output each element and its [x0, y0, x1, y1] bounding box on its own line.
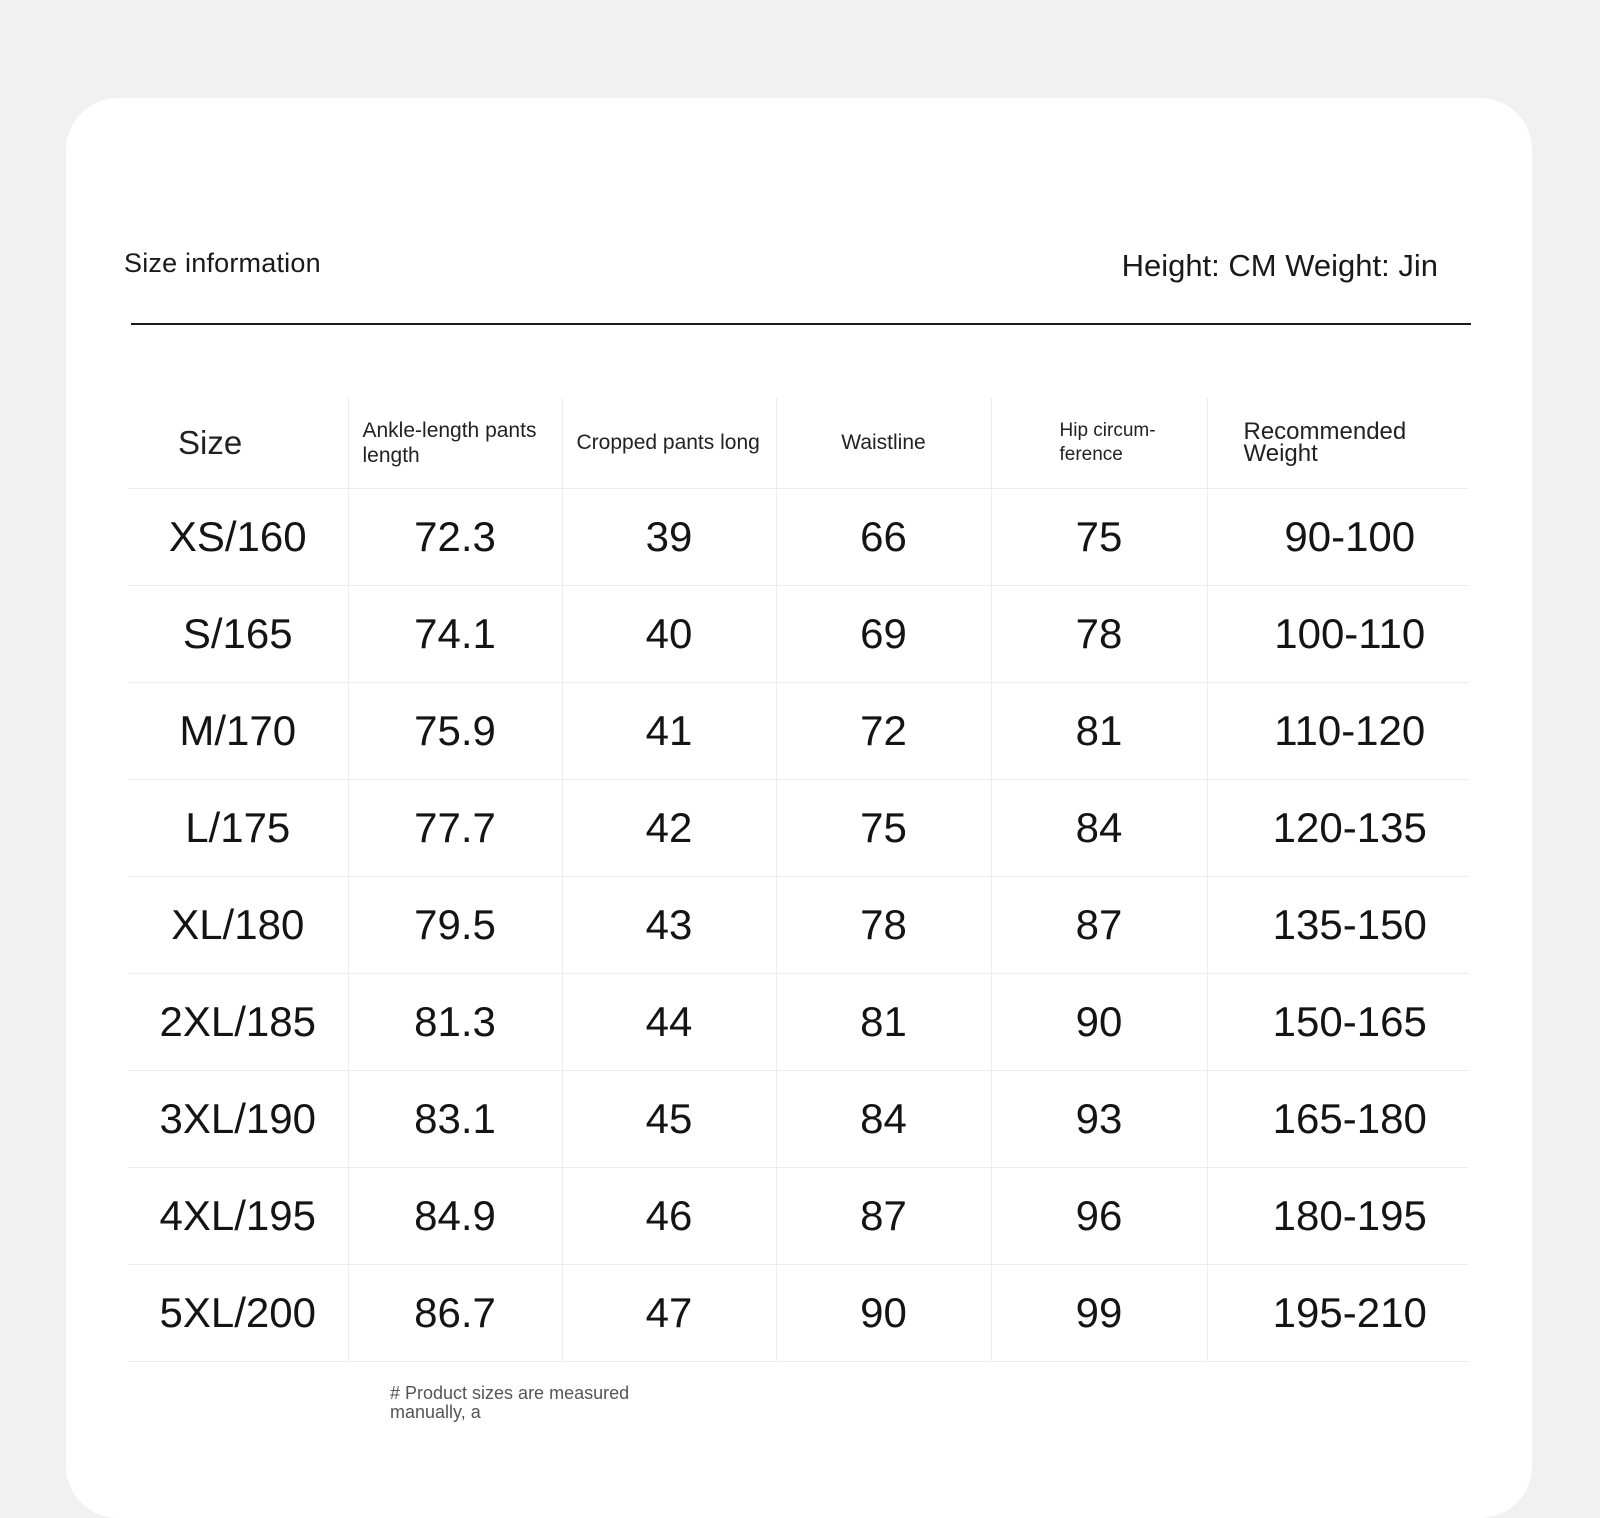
- cell-cropped-length: 42: [562, 779, 776, 876]
- cell-waistline: 66: [776, 488, 991, 585]
- cell-recommended-weight: 120-135: [1207, 779, 1468, 876]
- cell-waistline: 87: [776, 1167, 991, 1264]
- cell-waistline: 90: [776, 1264, 991, 1361]
- cell-waistline: 72: [776, 682, 991, 779]
- cell-recommended-weight: 150-165: [1207, 973, 1468, 1070]
- cell-cropped-length: 43: [562, 876, 776, 973]
- cell-hip: 96: [991, 1167, 1207, 1264]
- table-row: [128, 876, 1468, 973]
- column-header-cropped-length: Cropped pants long: [562, 398, 776, 488]
- cell-ankle-length: 72.3: [348, 488, 562, 585]
- cell-ankle-length: 83.1: [348, 1070, 562, 1167]
- column-header-ankle-length: Ankle-length pants length: [348, 398, 562, 488]
- cell-size: 2XL/185: [128, 973, 348, 1070]
- cell-waistline: 84: [776, 1070, 991, 1167]
- cell-cropped-length: 40: [562, 585, 776, 682]
- cell-hip: 93: [991, 1070, 1207, 1167]
- table-row: [128, 779, 1468, 876]
- cell-recommended-weight: 165-180: [1207, 1070, 1468, 1167]
- cell-recommended-weight: 100-110: [1207, 585, 1468, 682]
- cell-ankle-length: 81.3: [348, 973, 562, 1070]
- cell-waistline: 78: [776, 876, 991, 973]
- table-header-row: [128, 398, 1468, 488]
- cell-ankle-length: 86.7: [348, 1264, 562, 1361]
- units-label: Height: CM Weight: Jin: [1121, 248, 1438, 283]
- cell-ankle-length: 84.9: [348, 1167, 562, 1264]
- cell-cropped-length: 45: [562, 1070, 776, 1167]
- table-row: [128, 973, 1468, 1070]
- cell-size: 4XL/195: [128, 1167, 348, 1264]
- cell-size: L/175: [128, 779, 348, 876]
- cell-waistline: 81: [776, 973, 991, 1070]
- page-title: Size information: [124, 248, 321, 278]
- cell-hip: 78: [991, 585, 1207, 682]
- cell-size: 5XL/200: [128, 1264, 348, 1361]
- cell-hip: 84: [991, 779, 1207, 876]
- column-header-size: Size: [128, 398, 348, 488]
- cell-size: S/165: [128, 585, 348, 682]
- size-table: [128, 398, 1468, 1362]
- size-chart-card: [66, 98, 1532, 1518]
- cell-size: XS/160: [128, 488, 348, 585]
- cell-cropped-length: 44: [562, 973, 776, 1070]
- cell-hip: 99: [991, 1264, 1207, 1361]
- header-divider: [131, 323, 1471, 325]
- table-row: [128, 1167, 1468, 1264]
- cell-recommended-weight: 195-210: [1207, 1264, 1468, 1361]
- table-row: [128, 1264, 1468, 1361]
- cell-recommended-weight: 135-150: [1207, 876, 1468, 973]
- column-header-waistline: Waistline: [776, 398, 991, 488]
- cell-ankle-length: 74.1: [348, 585, 562, 682]
- cell-size: M/170: [128, 682, 348, 779]
- cell-recommended-weight: 90-100: [1207, 488, 1468, 585]
- table-row: [128, 1070, 1468, 1167]
- cell-ankle-length: 79.5: [348, 876, 562, 973]
- cell-hip: 90: [991, 973, 1207, 1070]
- cell-recommended-weight: 180-195: [1207, 1167, 1468, 1264]
- cell-ankle-length: 75.9: [348, 682, 562, 779]
- footnote: # Product sizes are measured manually, a: [390, 1383, 630, 1422]
- cell-cropped-length: 47: [562, 1264, 776, 1361]
- cell-cropped-length: 39: [562, 488, 776, 585]
- cell-hip: 75: [991, 488, 1207, 585]
- column-header-recommended-weight: Recommended Weight: [1207, 398, 1468, 488]
- cell-ankle-length: 77.7: [348, 779, 562, 876]
- cell-hip: 87: [991, 876, 1207, 973]
- table-row: [128, 488, 1468, 585]
- cell-size: 3XL/190: [128, 1070, 348, 1167]
- table-row: [128, 682, 1468, 779]
- cell-recommended-weight: 110-120: [1207, 682, 1468, 779]
- cell-cropped-length: 46: [562, 1167, 776, 1264]
- cell-waistline: 75: [776, 779, 991, 876]
- cell-cropped-length: 41: [562, 682, 776, 779]
- cell-size: XL/180: [128, 876, 348, 973]
- cell-waistline: 69: [776, 585, 991, 682]
- column-header-hip: Hip circum-ference: [991, 398, 1207, 488]
- table-row: [128, 585, 1468, 682]
- cell-hip: 81: [991, 682, 1207, 779]
